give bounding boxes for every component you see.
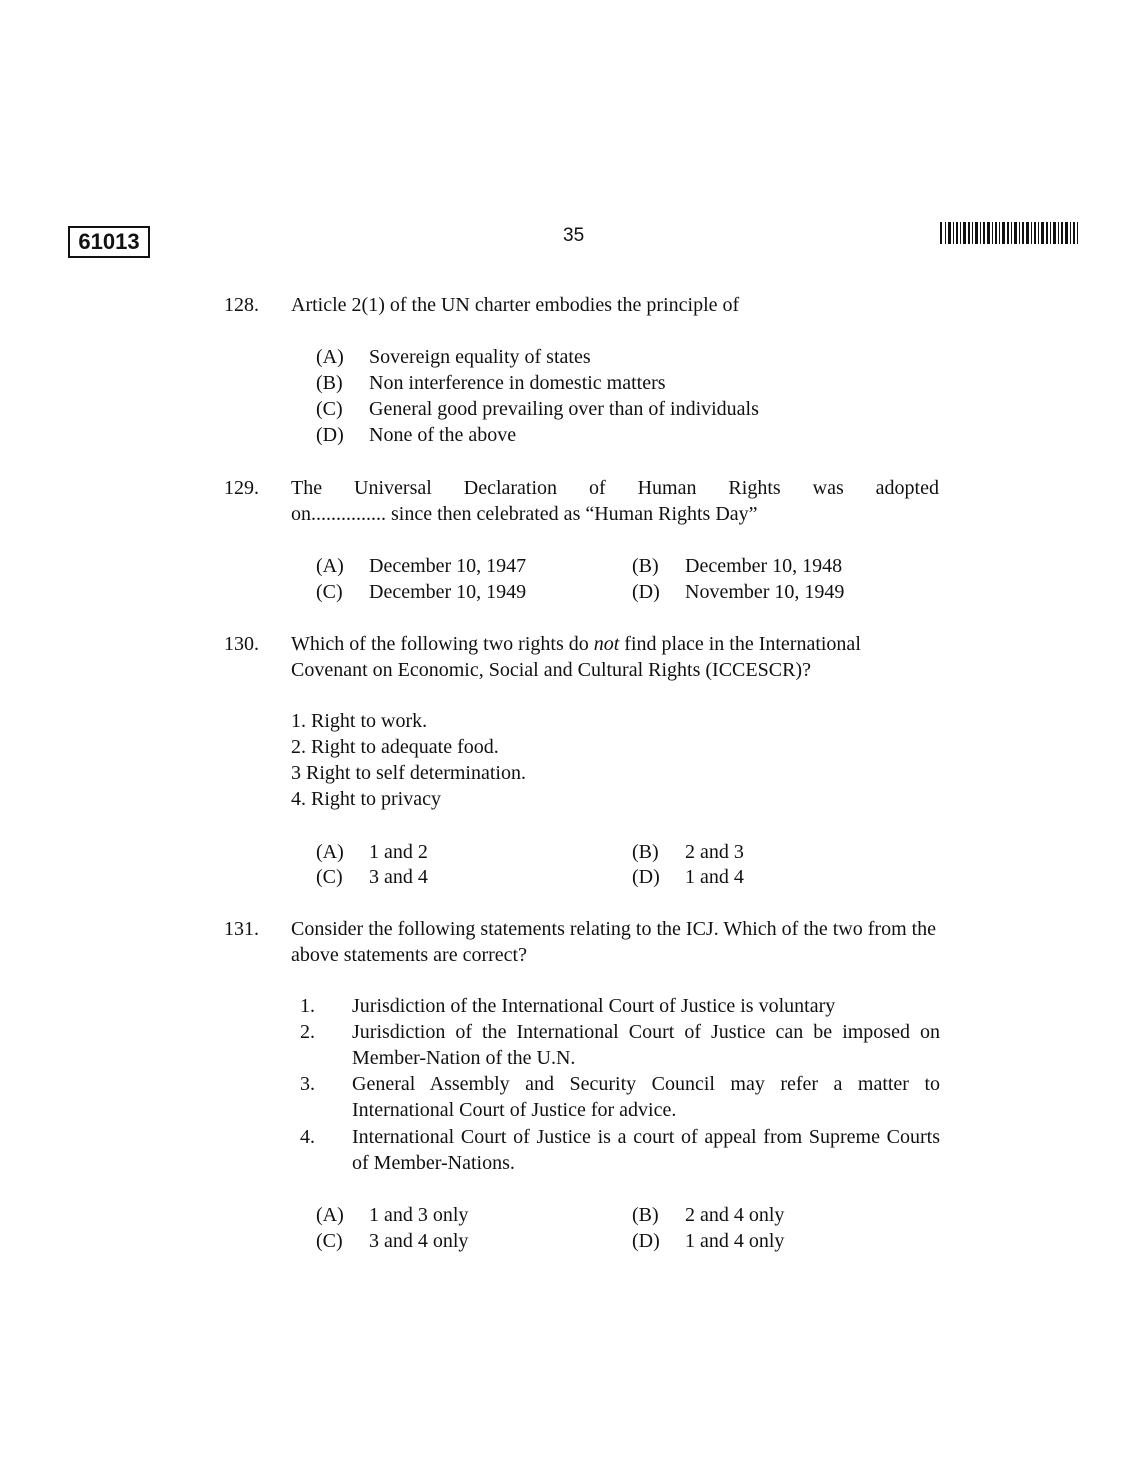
option-b: (B) Non interference in domestic matters [316,372,666,394]
option-c: (C) General good prevailing over than of individuals [316,398,759,420]
option-a: (A) 1 and 3 only [316,1204,469,1226]
option-c: (C) 3 and 4 only [316,1230,469,1252]
option-c: (C) December 10, 1949 [316,581,527,603]
question-number: 131. [224,918,259,940]
option-d: (D) 1 and 4 only [632,1230,785,1252]
barcode-image [940,222,1078,244]
question-number: 128. [224,294,259,316]
question-text: Consider the following statements relating to the ICJ. Which of the two from the above statements are correct? [291,918,937,966]
option-d: (D) None of the above [316,424,517,446]
option-d: (D) 1 and 4 [632,866,744,888]
option-a: (A) Sovereign equality of states [316,346,591,368]
question-text: Which of the following two rights do not find place in the International Covenant on Economic, Social and Cultural Rights (ICCESCR)? [291,633,861,681]
statement-3: 3 Right to self determination. [291,762,526,784]
question-number: 130. [224,633,259,655]
option-d: (D) November 10, 1949 [632,581,845,603]
option-a: (A) December 10, 1947 [316,555,527,577]
question-text-line-1: The Universal Declaration of Human Rights was adopted [291,477,939,499]
question-text-line-2: on............... since then celebrated as “Human Rights Day” [291,503,758,525]
question-text: Article 2(1) of the UN charter embodies the principle of [291,294,740,316]
paper-code: 61013 [78,229,140,254]
option-b: (B) 2 and 3 [632,841,744,863]
page-number: 35 [563,225,585,246]
statement-4: 4. Right to privacy [291,788,441,810]
emphasis-not: not [593,633,620,655]
paper-code-box [68,226,150,258]
question-number: 129. [224,477,259,499]
option-a: (A) 1 and 2 [316,841,428,863]
option-b: (B) 2 and 4 only [632,1204,785,1226]
option-c: (C) 3 and 4 [316,866,428,888]
statement-1: 1. Right to work. [291,710,428,732]
option-b: (B) December 10, 1948 [632,555,843,577]
statement-2: 2. Right to adequate food. [291,736,499,758]
